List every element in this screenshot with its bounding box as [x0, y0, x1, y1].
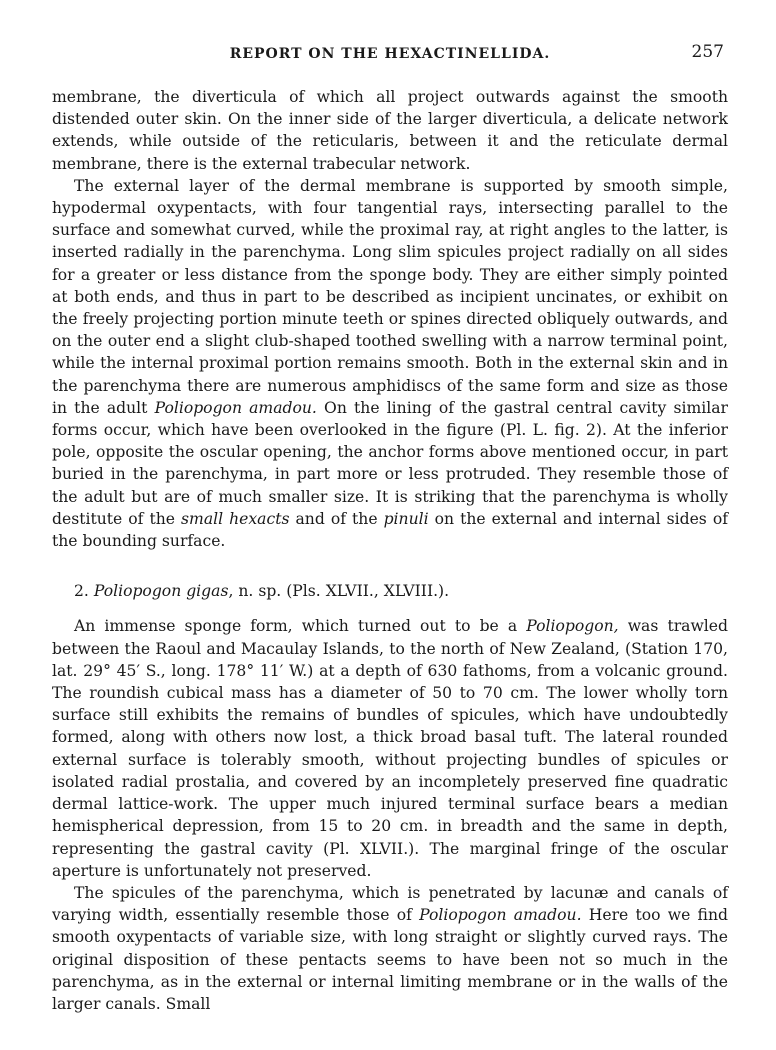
text-run: was trawled between the Raoul and Macaulay Islands, to the north of New Zealand, (Station 170, lat. 29° 45′ S., long. 178° 11′ W.) at a depth of 630 fathoms, from a volcanic ground. The roundish cubical mass has a diameter of 50 to 70 cm. The lower wholly torn surface still exhibits the remains of bundles of spicules, which have undoubtedly formed, along with others now lost, a thick broad basal tuft. The lateral rounded external surface is tolerably smooth, without projecting bundles of spicules or isolated radial prostalia, and covered by an incompletely preserved fine quadratic dermal lattice-work. The upper much injured terminal surface bears a median hemispherical depression, from 15 to 20 cm. in breadth and the same in depth, representing the gastral cavity (Pl. XLVII.). The marginal fringe of the oscular aperture is unfortunately not preserved. — [52, 617, 729, 880]
genus-name: Poliopogon, — [526, 617, 619, 636]
paragraph-description — [52, 615, 728, 881]
paragraph-dermal-membrane — [52, 175, 728, 552]
text-run: Here too we find smooth oxypentacts of variable size, with long straight or slightly curved rays. The original disposition of these pentacts seems to have been not so much in the parenchyma, as in the external or internal limiting membrane or in the walls of the larger canals. Small — [52, 906, 728, 1013]
heading-rest: , n. sp. (Pls. XLVII., XLVIII.). — [228, 582, 450, 601]
running-title: REPORT ON THE HEXACTINELLIDA. — [229, 46, 551, 62]
running-header — [52, 40, 728, 62]
paragraph-continuation — [52, 86, 728, 175]
text-run: The external layer of the dermal membrane is supported by smooth simple, hypodermal oxypentacts, with four tangential rays, intersecting parallel to the surface and somewhat curved, while the proximal ray, at right angles to the latter, is inserted radially in the parenchyma. Long slim spicules project radially on all sides for a greater or less distance from the sponge body. They are either simply pointed at both ends, and thus in part to be described as incipient uncinates, or exhibit on the freely projecting portion minute teeth or spines directed obliquely outwards, and on the outer end a slight club-shaped toothed swelling with a narrow terminal point, while the internal proximal portion remains smooth. Both in the external skin and in the parenchyma there are numerous amphidiscs of the same form and size as those in the adult — [52, 176, 728, 417]
text-run: The spicules of the parenchyma, which is penetrated by lacunæ and canals of varying width, essentially resemble those of — [52, 883, 728, 925]
text-run: membrane, the diverticula of which all project outwards against the smooth distended outer skin. On the inner side of the larger diverticula, a delicate network extends, while outside of the reticularis, between it and the reticulate dermal membrane, there is the external trabecular network. — [52, 88, 728, 173]
text-run: on the external and internal sides of the bounding surface. — [52, 509, 728, 551]
heading-species: Poliopogon gigas — [93, 582, 229, 601]
section-heading — [74, 580, 728, 602]
heading-number: 2. — [74, 582, 94, 601]
text-run: On the lining of the gastral central cavity similar forms occur, which have been overlooked in the figure (Pl. L. fig. 2). At the inferior pole, opposite the oscular opening, the anchor forms above mentioned occur, in part buried in the parenchyma, in part more or less protruded. They resemble those of the adult but are of much smaller size. It is striking that the parenchyma is wholly destitute of the — [52, 398, 729, 528]
page — [52, 40, 728, 1015]
text-run: and of the — [289, 509, 384, 528]
page-number: 257 — [691, 42, 724, 62]
emphasis-term: small hexacts — [181, 509, 290, 528]
paragraph-spicules — [52, 882, 728, 1015]
species-name: Poliopogon amadou. — [419, 906, 582, 925]
species-name: Poliopogon amadou. — [154, 398, 317, 417]
text-run: An immense sponge form, which turned out to be a — [74, 617, 527, 636]
emphasis-term: pinuli — [383, 509, 429, 528]
